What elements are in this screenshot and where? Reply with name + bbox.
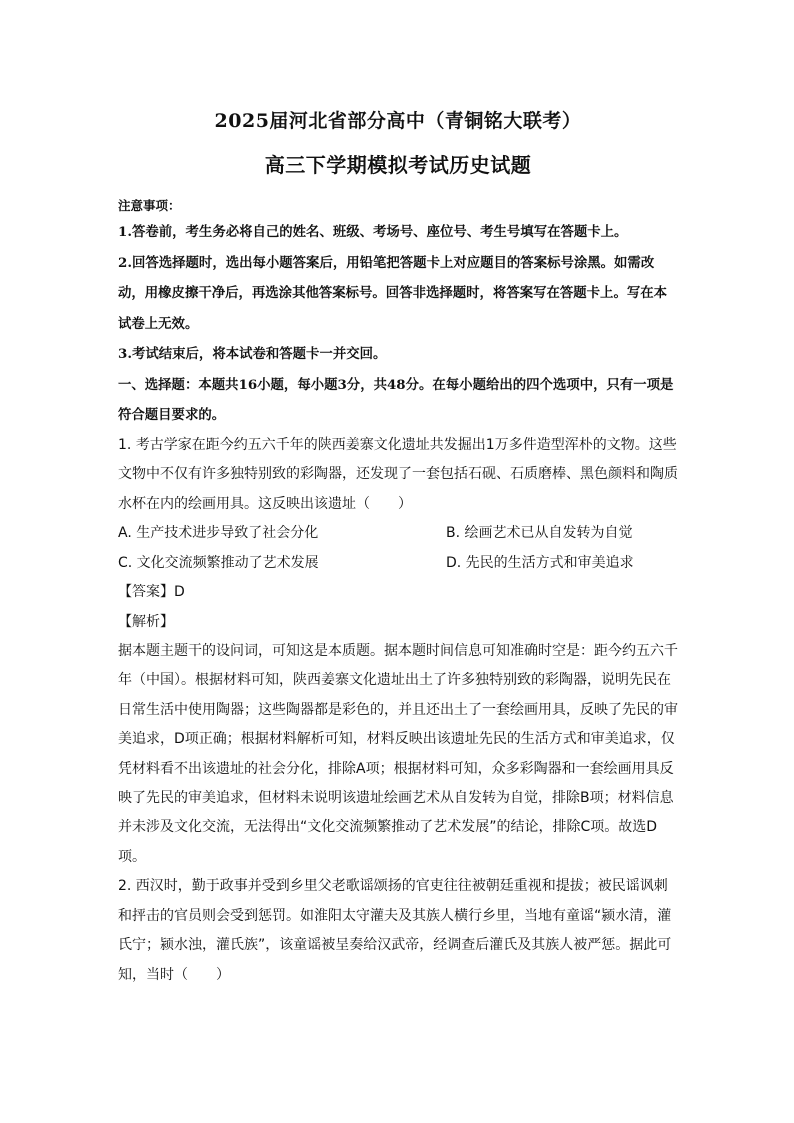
analysis-label: 【解析】 [118, 613, 174, 630]
question-1-options [118, 519, 678, 578]
notice-item-3: 3.考试结束后，将本试卷和答题卡一并交回。 [118, 346, 387, 362]
answer-label: 【答案】D [118, 584, 185, 600]
notice-item-2: 2.回答选择题时，选出每小题答案后，用铅笔把答题卡上对应题目的答案标号涂黑。如需改动，用橡皮擦干净后，再选涂其他答案标号。回答非选择题时，将答案写在答题卡上。写在本试卷上无效。 [118, 254, 668, 332]
option-c: C. 文化交流频繁推动了艺术发展 [118, 554, 319, 571]
option-d: D. 先民的生活方式和审美追求 [446, 554, 634, 571]
notice-heading: 注意事项： [118, 198, 181, 213]
exam-page [118, 100, 678, 990]
section-heading: 一、选择题：本题共16小题，每小题3分，共48分。在每小题给出的四个选项中，只有一项是符合题目要求的。 [118, 376, 674, 423]
question-2-stem: 2. 西汉时，勤于政事并受到乡里父老歌谣颂扬的官吏往往被朝廷重视和提拔；被民谣讽刺和抨击的官员则会受到惩罚。如淮阳太守灌夫及其族人横行乡里，当地有童谣“颍水清，灌氏宁；颍水浊，灌氏族”，该童谣被呈奏给汉武帝，经调查后灌氏及其族人被严惩。据此可知，当时（ ） [118, 878, 672, 983]
notice-list [118, 217, 678, 370]
exam-subtitle: 高三下学期模拟考试历史试题 [264, 153, 532, 177]
option-a: A. 生产技术进步导致了社会分化 [118, 525, 319, 541]
analysis-text: 据本题主题干的设问词，可知这是本质题。据本题时间信息可知准确时空是：距今约五六千年（中国）。根据材料可知，陕西姜寨文化遗址出土了许多独特别致的彩陶器，说明先民在日常生活中使用陶器；这些陶器都是彩色的，并且还出土了一套绘画用具，反映了先民的审美追求，D项正确；根据材料解析可知，材料反映出该遗址先民的生活方式和审美追求，仅凭材料看不出该遗址的社会分化，排除A项；根据材料可知，众多彩陶器和一套绘画用具反映了先民的审美追求，但材料未说明该遗址绘画艺术从自发转为自觉，排除B项；材料信息并未涉及文化交流，无法得出“文化交流频繁推动了艺术发展”的结论，排除C项。故选D项。 [118, 643, 678, 865]
question-1-stem: 1. 考古学家在距今约五六千年的陕西姜寨文化遗址共发掘出1万多件造型浑朴的文物。这些文物中不仅有许多独特别致的彩陶器，还发现了一套包括石砚、石质磨棒、黑色颜料和陶质水杯在内的绘画用具。这反映出该遗址（ ） [118, 436, 678, 512]
exam-title: 2025届河北省部分高中（青铜铭大联考） [214, 110, 582, 132]
option-b: B. 绘画艺术已从自发转为自觉 [446, 525, 633, 541]
notice-item-1: 1.答卷前，考生务必将自己的姓名、班级、考场号、座位号、考生号填写在答题卡上。 [118, 224, 628, 240]
